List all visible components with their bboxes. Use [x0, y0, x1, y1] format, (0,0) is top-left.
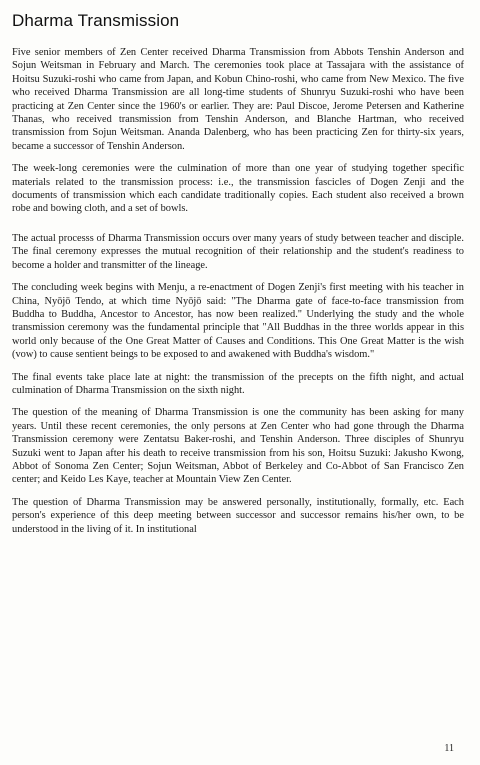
article-title: Dharma Transmission — [12, 11, 180, 30]
paragraph-1: Five senior members of Zen Center received Dharma Transmission from Abbots Tenshin Anderson and Sojun Weitsman in February and March. The ceremonies took place at Tassajara with the assistance of Hoitsu Suzuki-roshi who came from Japan, and Kobun Chino-roshi, who came from New Mexico. The five who received Dharma Transmission are all long-time students of Shunryu Suzuki-roshi who have been practicing at Zen Center since the 1960's or earlier. They are: Paul Discoe, Jerome Petersen and Katherine Thanas, who received transmission from Tenshin Anderson, and Blanche Hartman, who received transmission from Sojun Weitsman. Ananda Dalenberg, who has been practicing Zen for thirty-six years, became a successor of Tenshin Anderson. — [12, 47, 464, 152]
article-body — [12, 46, 464, 545]
paragraph-6: The question of the meaning of Dharma Transmission is one the community has been asking for many years. Until these recent ceremonies, the only persons at Zen Center who had gone through the Dharma Transmission ceremony were Zentatsu Baker-roshi, and Tenshin Anderson. Three disciples of Shunryu Suzuki went to Japan after his death to receive transmission from his son, Hoitsu Suzuki: Jakusho Kwong, Abbot of Sonoma Zen Center; Sojun Weitsman, Abbot of Berkeley and Co-Abbot of San Francisco Zen center; and Keido Les Kaye, teacher at Mountain View Zen Center. — [12, 407, 464, 486]
paragraph-3: The actual processs of Dharma Transmission occurs over many years of study between teacher and disciple. The final ceremony expresses the mutual recognition of their relationship and the student's readiness to become a holder and transmitter of the lineage. — [12, 232, 464, 271]
page-number: 11 — [444, 743, 454, 754]
paragraph-4: The concluding week begins with Menju, a re-enactment of Dogen Zenji's first meeting with his teacher in China, Nyōjō Tendo, at which time Nyōjō said: "The Dharma gate of face-to-face transmission from Buddha to Buddha, Ancestor to Ancestor, has now been realized." Underlying the study and the whole transmission ceremony was the fundamental principle that "All Buddhas in the three worlds appear in this world only because of the One Great Matter of Causes and Conditions. This One Great Matter is the wish (vow) to cause sentient beings to be exposed to and awakened with Buddha's wisdom." — [12, 282, 464, 361]
paragraph-5: The final events take place late at night: the transmission of the precepts on the fifth night, and actual culmination of Dharma Transmission on the sixth night. — [12, 371, 464, 396]
paragraph-7: The question of Dharma Transmission may be answered personally, institutionally, formally, etc. Each person's experience of this deep meeting between successor and successor remains his/her own, to be understood in the living of it. In institutional — [12, 496, 464, 535]
paragraph-2: The week-long ceremonies were the culmination of more than one year of studying together specific materials related to the transmission process: i.e., the transmission fascicles of Dogen Zenji and the documents of transmission which each candidate traditionally copies. Each student also received a brown robe and bowing cloth, and a set of bowls. — [12, 163, 464, 215]
